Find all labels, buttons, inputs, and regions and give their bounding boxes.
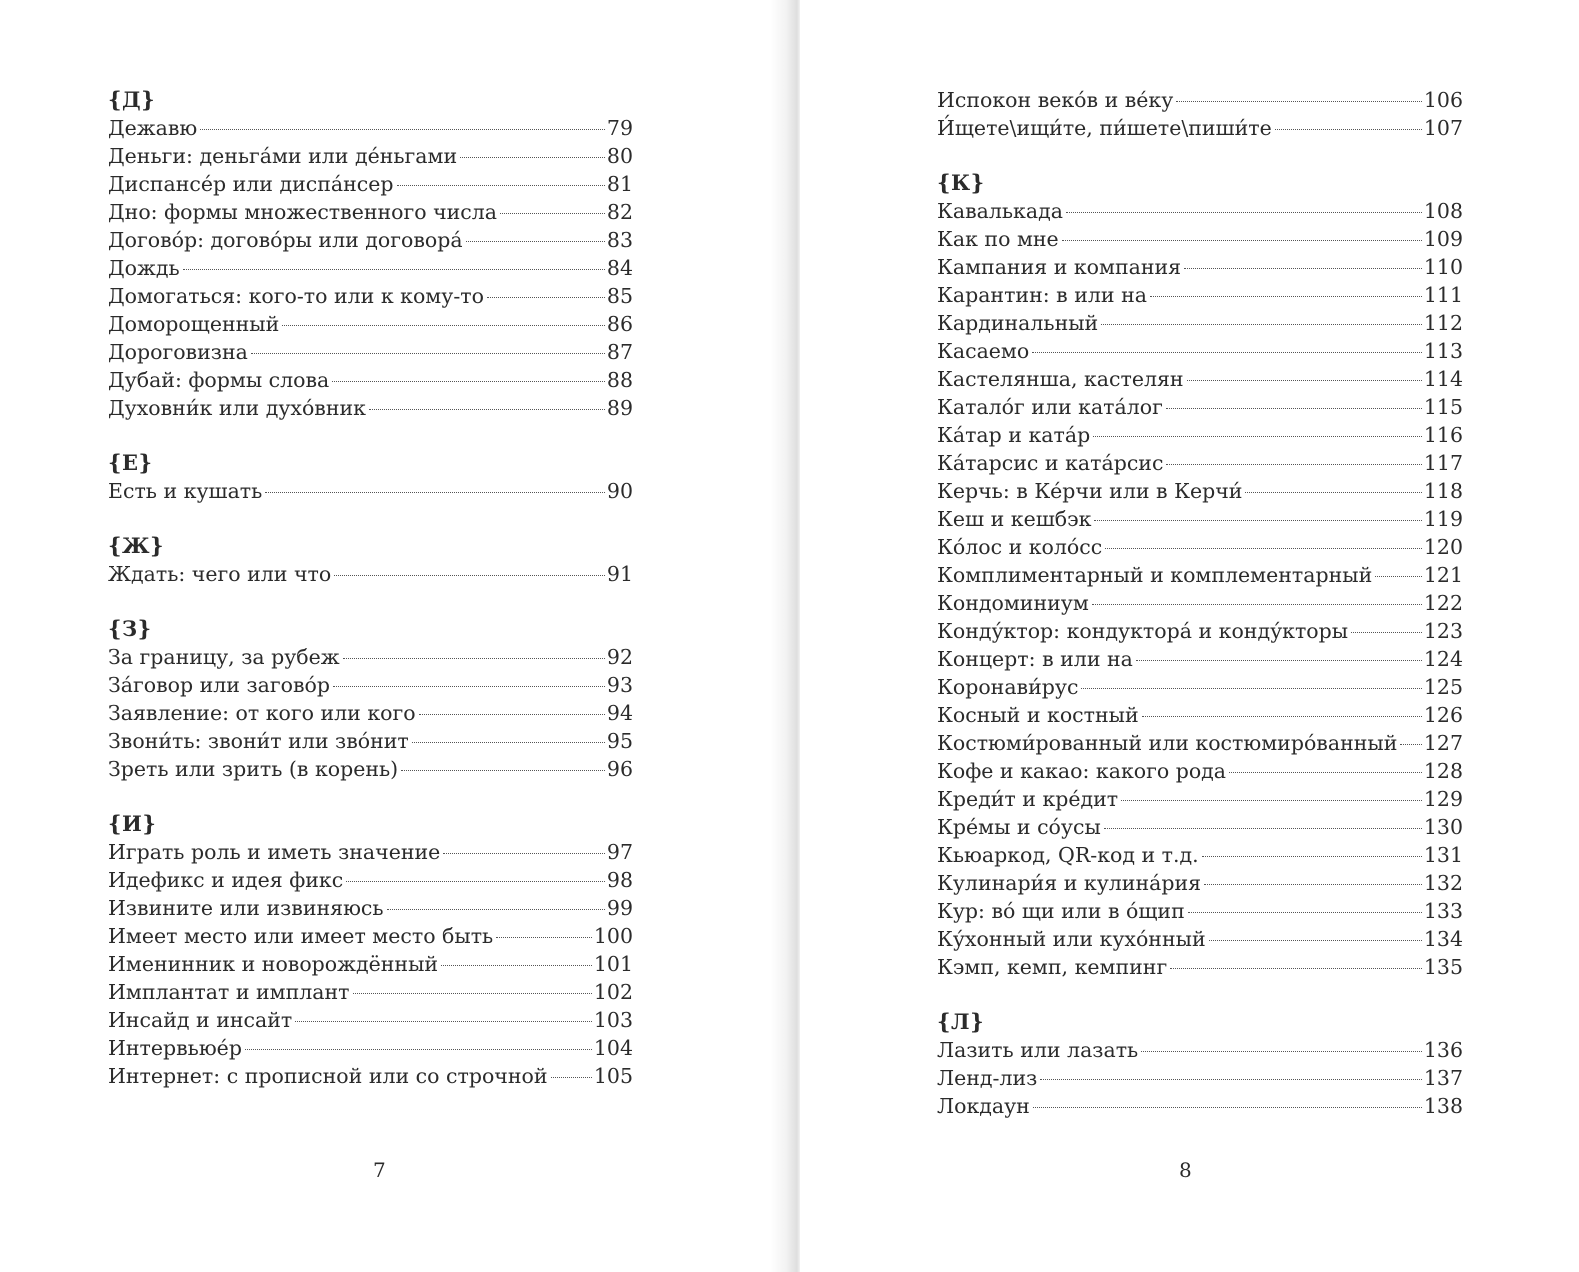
dot-leader xyxy=(1141,1051,1422,1052)
toc-entry xyxy=(937,114,1463,142)
entry-title: Карантин: в или на xyxy=(937,283,1147,307)
entry-page-number: 85 xyxy=(606,284,633,308)
entry-title: Катало́г или ката́лог xyxy=(937,395,1163,419)
dot-leader xyxy=(1040,1079,1422,1080)
dot-leader xyxy=(295,1021,592,1022)
entry-page-number: 88 xyxy=(606,368,633,392)
entry-title: Кондоминиум xyxy=(937,591,1089,615)
entry-title: Ка́тар и ката́р xyxy=(937,423,1091,447)
entry-title: Доморощенный xyxy=(108,312,280,336)
toc-entry xyxy=(108,338,633,366)
entry-title: Ка́тарсис и ката́рсис xyxy=(937,451,1164,475)
dot-leader xyxy=(412,742,605,743)
dot-leader xyxy=(1062,240,1422,241)
toc-entry xyxy=(937,86,1463,114)
entry-page-number: 87 xyxy=(606,340,633,364)
entry-page-number: 106 xyxy=(1423,88,1463,112)
entry-title: Инсайд и инсайт xyxy=(108,1008,293,1032)
entry-title: Кавалькада xyxy=(937,199,1063,223)
dot-leader xyxy=(1166,408,1422,409)
entry-page-number: 82 xyxy=(606,200,633,224)
entry-title: Кулинари́я и кулина́рия xyxy=(937,871,1202,895)
entry-page-number: 117 xyxy=(1423,451,1463,475)
toc-entry xyxy=(108,282,633,310)
dot-leader xyxy=(397,185,605,186)
toc-entry xyxy=(937,365,1463,393)
toc-entry xyxy=(108,671,633,699)
entry-page-number: 103 xyxy=(593,1008,633,1032)
toc-entry xyxy=(108,394,633,422)
entry-page-number: 108 xyxy=(1423,199,1463,223)
toc-entry xyxy=(108,727,633,755)
toc-entry xyxy=(937,757,1463,785)
dot-leader xyxy=(1121,800,1422,801)
toc-entry xyxy=(937,645,1463,673)
entry-title: Керчь: в Ке́рчи или в Керчи́ xyxy=(937,479,1243,503)
toc-entry xyxy=(937,869,1463,897)
section-heading: {И} xyxy=(108,811,157,836)
entry-title: Конду́ктор: кондуктора́ и конду́кторы xyxy=(937,619,1349,643)
entry-title: Именинник и новорождённый xyxy=(108,952,439,976)
toc-section xyxy=(108,615,633,783)
dot-leader xyxy=(1176,101,1422,102)
entry-page-number: 138 xyxy=(1423,1094,1463,1118)
entry-page-number: 105 xyxy=(593,1064,633,1088)
toc-entry xyxy=(937,589,1463,617)
entry-page-number: 79 xyxy=(606,116,633,140)
toc-entry xyxy=(108,643,633,671)
dot-leader xyxy=(200,129,605,130)
right-page xyxy=(790,0,1579,1272)
toc-entry xyxy=(937,449,1463,477)
entry-page-number: 124 xyxy=(1423,647,1463,671)
toc-entry xyxy=(937,813,1463,841)
toc-entry xyxy=(108,1034,633,1062)
entry-page-number: 121 xyxy=(1423,563,1463,587)
dot-leader xyxy=(1032,352,1422,353)
entry-title: Кьюаркод, QR-код и т.д. xyxy=(937,843,1199,867)
entry-title: Лазить или лазать xyxy=(937,1038,1139,1062)
entry-page-number: 81 xyxy=(606,172,633,196)
entry-page-number: 130 xyxy=(1423,815,1463,839)
toc-entry xyxy=(108,142,633,170)
entry-title: Кэмп, кемп, кемпинг xyxy=(937,955,1168,979)
entry-title: Интернет: с прописной или со строчной xyxy=(108,1064,548,1088)
dot-leader xyxy=(183,269,605,270)
dot-leader xyxy=(1094,520,1421,521)
entry-title: Кофе и какао: какого рода xyxy=(937,759,1227,783)
entry-page-number: 104 xyxy=(593,1036,633,1060)
entry-page-number: 102 xyxy=(593,980,633,1004)
entry-page-number: 137 xyxy=(1423,1066,1463,1090)
entry-title: Идефикс и идея фикс xyxy=(108,868,344,892)
dot-leader xyxy=(282,325,605,326)
dot-leader xyxy=(460,157,605,158)
entry-title: Кастелянша, кастелян xyxy=(937,367,1184,391)
entry-title: Ко́лос и коло́сс xyxy=(937,535,1103,559)
entry-title: Локдаун xyxy=(937,1094,1030,1118)
dot-leader xyxy=(1092,604,1422,605)
entry-page-number: 95 xyxy=(606,729,633,753)
toc-entry xyxy=(108,477,633,505)
toc-entry xyxy=(937,925,1463,953)
toc-entry xyxy=(937,421,1463,449)
entry-title: Извините или извиняюсь xyxy=(108,896,384,920)
entry-page-number: 80 xyxy=(606,144,633,168)
entry-title: Диспансе́р или диспа́нсер xyxy=(108,172,394,196)
entry-page-number: 133 xyxy=(1423,899,1463,923)
section-heading: {Е} xyxy=(108,450,153,475)
toc-entry xyxy=(108,755,633,783)
dot-leader xyxy=(1202,856,1422,857)
toc-entry xyxy=(108,894,633,922)
dot-leader xyxy=(1142,716,1422,717)
toc-entry xyxy=(937,393,1463,421)
dot-leader xyxy=(1245,492,1421,493)
dot-leader xyxy=(1081,688,1421,689)
toc-entry xyxy=(108,950,633,978)
entry-page-number: 127 xyxy=(1423,731,1463,755)
dot-leader xyxy=(1033,1107,1422,1108)
section-heading: {Ж} xyxy=(108,533,165,558)
entry-page-number: 129 xyxy=(1423,787,1463,811)
entry-page-number: 125 xyxy=(1423,675,1463,699)
dot-leader xyxy=(1104,828,1422,829)
entry-title: Кре́мы и со́усы xyxy=(937,815,1101,839)
entry-title: Зреть или зрить (в корень) xyxy=(108,757,399,781)
entry-title: Дождь xyxy=(108,256,180,280)
entry-page-number: 93 xyxy=(606,673,633,697)
entry-title: Имеет место или имеет место быть xyxy=(108,924,494,948)
entry-title: Комплиментарный и комплементарный xyxy=(937,563,1373,587)
entry-page-number: 118 xyxy=(1423,479,1463,503)
toc-section xyxy=(937,169,1463,981)
toc-entry xyxy=(108,310,633,338)
dot-leader xyxy=(1101,324,1422,325)
toc-entry xyxy=(108,1062,633,1090)
entry-page-number: 83 xyxy=(606,228,633,252)
dot-leader xyxy=(387,909,605,910)
toc-entry xyxy=(108,170,633,198)
table-of-contents xyxy=(937,86,1463,1147)
dot-leader xyxy=(343,658,605,659)
entry-title: Концерт: в или на xyxy=(937,647,1133,671)
toc-entry xyxy=(937,253,1463,281)
dot-leader xyxy=(487,297,605,298)
dot-leader xyxy=(251,353,605,354)
toc-entry xyxy=(108,366,633,394)
entry-title: Играть роль и иметь значение xyxy=(108,840,441,864)
dot-leader xyxy=(441,965,592,966)
entry-title: Деньги: деньга́ми или де́ньгами xyxy=(108,144,458,168)
toc-section xyxy=(108,810,633,1090)
entry-title: Домогаться: кого-то или к кому-то xyxy=(108,284,484,308)
toc-section xyxy=(937,1008,1463,1120)
entry-title: Ждать: чего или что xyxy=(108,562,332,586)
toc-entry xyxy=(937,197,1463,225)
dot-leader xyxy=(1066,212,1422,213)
toc-entry xyxy=(108,114,633,142)
entry-title: Косный и костный xyxy=(937,703,1139,727)
toc-entry xyxy=(108,1006,633,1034)
entry-page-number: 114 xyxy=(1423,367,1463,391)
dot-leader xyxy=(1187,380,1422,381)
dot-leader xyxy=(1170,968,1422,969)
entry-page-number: 126 xyxy=(1423,703,1463,727)
dot-leader xyxy=(1204,884,1422,885)
toc-entry xyxy=(108,198,633,226)
entry-title: Интервьюе́р xyxy=(108,1036,242,1060)
toc-entry xyxy=(108,254,633,282)
section-heading: {Л} xyxy=(937,1009,985,1034)
entry-page-number: 96 xyxy=(606,757,633,781)
entry-page-number: 109 xyxy=(1423,227,1463,251)
entry-page-number: 136 xyxy=(1423,1038,1463,1062)
entry-title: Дубай: формы слова xyxy=(108,368,330,392)
entry-page-number: 123 xyxy=(1423,619,1463,643)
entry-title: Креди́т и кре́дит xyxy=(937,787,1119,811)
entry-title: Имплантат и имплант xyxy=(108,980,350,1004)
entry-page-number: 132 xyxy=(1423,871,1463,895)
dot-leader xyxy=(1375,576,1422,577)
dot-leader xyxy=(1105,548,1422,549)
dot-leader xyxy=(333,686,605,687)
toc-entry xyxy=(937,1092,1463,1120)
entry-title: Кампания и компания xyxy=(937,255,1182,279)
entry-page-number: 107 xyxy=(1423,116,1463,140)
dot-leader xyxy=(1229,772,1422,773)
table-of-contents xyxy=(108,86,633,1117)
toc-entry xyxy=(108,922,633,950)
entry-page-number: 101 xyxy=(593,952,633,976)
toc-entry xyxy=(937,673,1463,701)
dot-leader xyxy=(346,881,605,882)
toc-entry xyxy=(108,226,633,254)
toc-section xyxy=(108,449,633,505)
entry-page-number: 89 xyxy=(606,396,633,420)
entry-page-number: 84 xyxy=(606,256,633,280)
dot-leader xyxy=(500,213,605,214)
left-page xyxy=(0,0,785,1272)
entry-page-number: 112 xyxy=(1423,311,1463,335)
section-heading: {З} xyxy=(108,616,152,641)
toc-entry xyxy=(108,699,633,727)
dot-leader xyxy=(443,853,605,854)
entry-page-number: 115 xyxy=(1423,395,1463,419)
dot-leader xyxy=(1184,268,1422,269)
toc-section xyxy=(108,532,633,588)
toc-entry xyxy=(108,560,633,588)
entry-title: Ку́хонный или кухо́нный xyxy=(937,927,1206,951)
dot-leader xyxy=(332,381,605,382)
toc-entry xyxy=(937,533,1463,561)
dot-leader xyxy=(1188,912,1422,913)
entry-page-number: 86 xyxy=(606,312,633,336)
dot-leader xyxy=(419,714,605,715)
entry-page-number: 94 xyxy=(606,701,633,725)
entry-page-number: 128 xyxy=(1423,759,1463,783)
toc-entry xyxy=(108,978,633,1006)
toc-entry xyxy=(937,337,1463,365)
entry-page-number: 134 xyxy=(1423,927,1463,951)
entry-page-number: 110 xyxy=(1423,255,1463,279)
entry-page-number: 99 xyxy=(606,896,633,920)
entry-title: Духовни́к или духо́вник xyxy=(108,396,366,420)
entry-title: Касаемо xyxy=(937,339,1030,363)
entry-page-number: 92 xyxy=(606,645,633,669)
entry-page-number: 120 xyxy=(1423,535,1463,559)
entry-title: Звони́ть: звони́т или зво́нит xyxy=(108,729,409,753)
page-number: 8 xyxy=(1179,1158,1192,1182)
dot-leader xyxy=(1150,296,1422,297)
toc-entry xyxy=(937,281,1463,309)
entry-page-number: 90 xyxy=(606,479,633,503)
toc-entry xyxy=(937,1064,1463,1092)
toc-entry xyxy=(108,838,633,866)
entry-title: И́щете\ищи́те, пи́шете\пиши́те xyxy=(937,116,1272,140)
dot-leader xyxy=(353,993,592,994)
toc-entry xyxy=(937,701,1463,729)
entry-page-number: 91 xyxy=(606,562,633,586)
entry-title: Кеш и кешбэк xyxy=(937,507,1092,531)
entry-title: Есть и кушать xyxy=(108,479,263,503)
entry-title: Заявление: от кого или кого xyxy=(108,701,416,725)
toc-section xyxy=(108,86,633,422)
entry-title: Дежавю xyxy=(108,116,198,140)
toc-entry xyxy=(937,841,1463,869)
dot-leader xyxy=(1275,129,1422,130)
toc-entry xyxy=(937,617,1463,645)
toc-section xyxy=(937,86,1463,142)
entry-title: Кардинальный xyxy=(937,311,1099,335)
entry-title: Кур: во́ щи или в о́щип xyxy=(937,899,1185,923)
entry-title: Дороговизна xyxy=(108,340,248,364)
toc-entry xyxy=(937,729,1463,757)
dot-leader xyxy=(1400,744,1421,745)
dot-leader xyxy=(1351,632,1422,633)
toc-entry xyxy=(937,953,1463,981)
entry-page-number: 122 xyxy=(1423,591,1463,615)
dot-leader xyxy=(1093,436,1422,437)
toc-entry xyxy=(108,866,633,894)
entry-title: Ленд-лиз xyxy=(937,1066,1038,1090)
toc-entry xyxy=(937,785,1463,813)
dot-leader xyxy=(334,575,605,576)
toc-entry xyxy=(937,225,1463,253)
entry-page-number: 100 xyxy=(593,924,633,948)
entry-page-number: 111 xyxy=(1423,283,1463,307)
entry-page-number: 113 xyxy=(1423,339,1463,363)
entry-title: Испокон веко́в и ве́ку xyxy=(937,88,1174,112)
entry-page-number: 135 xyxy=(1423,955,1463,979)
dot-leader xyxy=(496,937,592,938)
toc-entry xyxy=(937,1036,1463,1064)
dot-leader xyxy=(1209,940,1422,941)
entry-page-number: 98 xyxy=(606,868,633,892)
entry-title: Дно: формы множественного числа xyxy=(108,200,498,224)
entry-page-number: 119 xyxy=(1423,507,1463,531)
entry-title: За границу, за рубеж xyxy=(108,645,340,669)
dot-leader xyxy=(1166,464,1421,465)
dot-leader xyxy=(551,1077,592,1078)
entry-title: Костюми́рованный или костюмиро́ванный xyxy=(937,731,1398,755)
entry-title: Догово́р: догово́ры или договора́ xyxy=(108,228,463,252)
entry-page-number: 116 xyxy=(1423,423,1463,447)
toc-entry xyxy=(937,561,1463,589)
toc-entry xyxy=(937,897,1463,925)
toc-entry xyxy=(937,505,1463,533)
entry-title: Как по мне xyxy=(937,227,1059,251)
dot-leader xyxy=(265,492,605,493)
dot-leader xyxy=(1136,660,1422,661)
section-heading: {К} xyxy=(937,170,985,195)
dot-leader xyxy=(369,409,605,410)
dot-leader xyxy=(245,1049,592,1050)
entry-page-number: 97 xyxy=(606,840,633,864)
entry-page-number: 131 xyxy=(1423,843,1463,867)
toc-entry xyxy=(937,477,1463,505)
entry-title: За́говор или загово́р xyxy=(108,673,330,697)
dot-leader xyxy=(466,241,605,242)
entry-title: Коронави́рус xyxy=(937,675,1079,699)
dot-leader xyxy=(401,770,605,771)
toc-entry xyxy=(937,309,1463,337)
section-heading: {Д} xyxy=(108,87,156,112)
page-number: 7 xyxy=(373,1158,386,1182)
